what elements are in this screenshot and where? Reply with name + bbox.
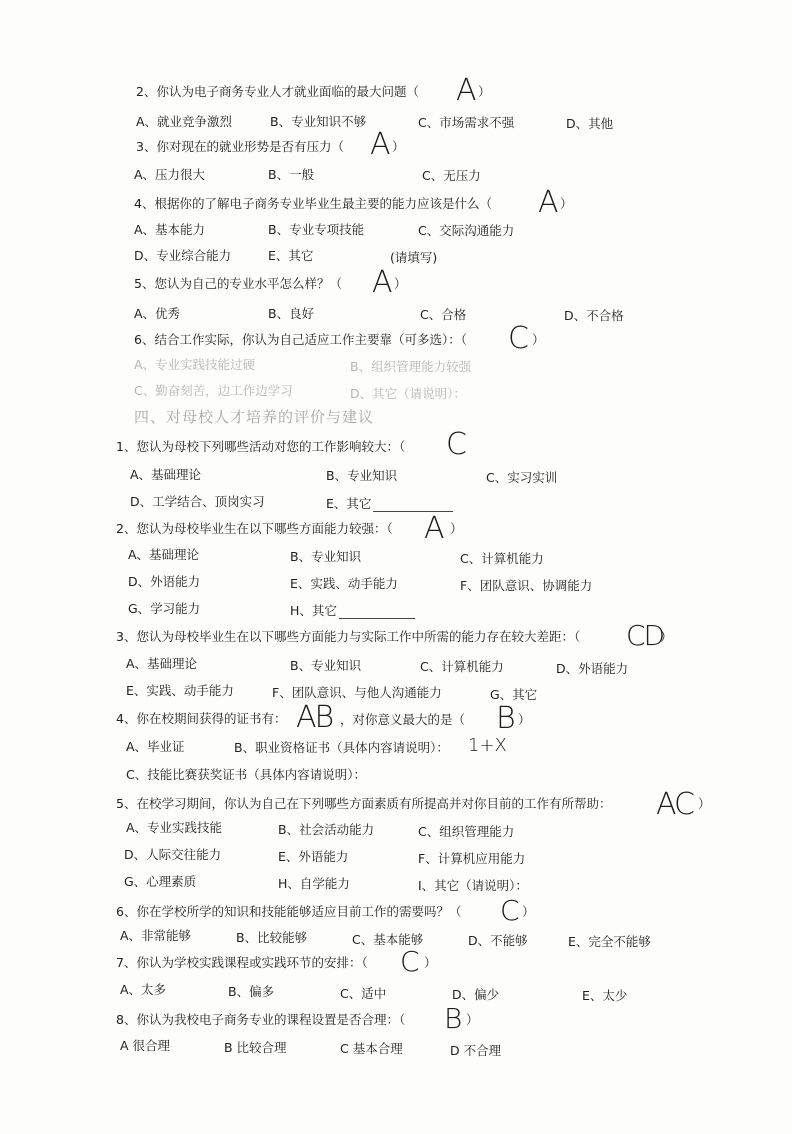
option: G、其它: [490, 687, 538, 702]
option: E、其它: [268, 248, 314, 263]
option: C、实习实训: [486, 470, 558, 485]
close-paren: ）: [424, 955, 437, 970]
close-paren: ）: [522, 904, 535, 919]
option: A、压力很大: [134, 167, 206, 182]
option: I、其它（请说明）：: [418, 878, 528, 893]
option: C、组织管理能力: [418, 824, 515, 839]
option: D、工学结合、顶岗实习: [130, 494, 265, 509]
question-text: 4、你在校期间获得的证书有：: [116, 711, 287, 726]
option: B、职业资格证书（具体内容请说明）：: [234, 740, 449, 755]
option: A、专业实践技能: [126, 820, 223, 835]
option: B 比较合理: [224, 1040, 287, 1055]
option: D、不合格: [564, 308, 624, 323]
question-text: 4、根据你的了解电子商务专业毕业生最主要的能力应该是什么（: [134, 196, 492, 211]
question-text: 8、你认为我校电子商务专业的课程设置是否合理：（: [116, 1012, 406, 1027]
question-text-middle: ，对你意义最大的是（: [340, 712, 466, 727]
option: H、其它: [290, 603, 415, 619]
option: D、不能够: [468, 933, 528, 948]
option: A、专业实践技能过硬: [134, 357, 256, 372]
option: C、计算机能力: [420, 659, 504, 674]
option: E、完全不能够: [568, 934, 651, 949]
option: D、外语能力: [128, 574, 201, 589]
question-text: 3、你对现在的就业形势是否有压力（: [136, 139, 344, 154]
close-paren: ）: [660, 629, 673, 644]
option: C、计算机能力: [460, 551, 544, 566]
option: F、计算机应用能力: [418, 851, 526, 866]
option: B、专业知识: [290, 549, 362, 564]
question-text: 5、在校学习期间，你认为自己在下列哪些方面素质有所提高并对你目前的工作有所帮助：: [116, 796, 612, 811]
option: D、偏少: [452, 987, 500, 1002]
handwritten-answer: B: [496, 701, 514, 736]
section-heading: 四、对母校人才培养的评价与建议: [134, 408, 375, 426]
option: G、心理素质: [124, 874, 197, 889]
option: D、人际交往能力: [124, 847, 222, 862]
handwritten-answer: C: [446, 427, 465, 462]
handwritten-answer: A: [372, 265, 391, 300]
option: A、基础理论: [126, 656, 198, 671]
handwritten-answer: C: [400, 945, 418, 978]
option: D、专业综合能力: [134, 248, 232, 263]
option: G、学习能力: [128, 601, 201, 616]
handwritten-answer: B: [444, 1002, 461, 1035]
option: A、太多: [120, 982, 167, 997]
option: B、组织管理能力较强: [350, 359, 472, 374]
option: C、市场需求不强: [418, 115, 515, 130]
question-text: 2、您认为母校毕业生在以下哪些方面能力较强：（: [116, 521, 393, 536]
option: E、其它: [326, 496, 453, 512]
option: C、适中: [340, 986, 387, 1001]
handwritten-note: 1+X: [468, 735, 507, 756]
option: E、外语能力: [278, 849, 349, 864]
option: A、基本能力: [134, 222, 206, 237]
option: D、外语能力: [556, 661, 629, 676]
option: C、交际沟通能力: [418, 223, 515, 238]
close-paren: ）: [450, 521, 463, 536]
option: H、自学能力: [278, 876, 350, 891]
handwritten-answer: AC: [656, 787, 693, 822]
option: B、一般: [268, 167, 315, 182]
option: A、毕业证: [126, 739, 185, 754]
handwritten-answer: CD: [626, 619, 664, 652]
option-note: (请填写): [390, 250, 438, 265]
handwritten-answer: A: [456, 73, 475, 108]
close-paren: ）: [394, 276, 407, 291]
option: C、无压力: [422, 168, 481, 183]
option: B、专业知识: [326, 468, 398, 483]
close-paren: ）: [392, 139, 405, 154]
close-paren: ）: [698, 796, 711, 811]
option: E、实践、动手能力: [126, 683, 234, 698]
option: B、专业知识: [290, 658, 362, 673]
close-paren: ）: [560, 196, 573, 211]
option: A、就业竞争激烈: [136, 114, 233, 129]
option: A、基础理论: [128, 547, 200, 562]
option: A、非常能够: [120, 928, 192, 943]
question-text: 5、您认为自己的专业水平怎么样？（: [134, 276, 342, 291]
close-paren: ）: [518, 712, 531, 727]
question-text: 1、您认为母校下列哪些活动对您的工作影响较大：（: [116, 439, 406, 454]
close-paren: ）: [532, 332, 545, 347]
option: B、专业知识不够: [270, 114, 367, 129]
handwritten-answer: A: [538, 185, 557, 220]
option: C、勤奋刻苦，边工作边学习: [134, 383, 293, 398]
handwritten-answer: AB: [296, 700, 333, 735]
close-paren: ）: [478, 84, 491, 99]
option: C、技能比赛获奖证书（具体内容请说明）：: [126, 767, 366, 782]
handwritten-answer: C: [508, 321, 527, 356]
option: B、良好: [268, 306, 315, 321]
question-text: 6、结合工作实际，你认为自己适应工作主要靠（可多选）：（: [134, 332, 467, 347]
option: A 很合理: [120, 1038, 171, 1053]
question-text: 6、你在学校所学的知识和技能能够适应目前工作的需要吗？（: [116, 904, 462, 919]
option: D 不合理: [450, 1043, 502, 1058]
option: B、偏多: [228, 984, 275, 999]
option: B、专业专项技能: [268, 222, 365, 237]
question-text: 3、您认为母校毕业生在以下哪些方面能力与实际工作中所需的能力存在较大差距：（: [116, 629, 581, 644]
handwritten-answer: C: [500, 894, 518, 927]
option: D、其它（请说明）：: [350, 386, 466, 401]
handwritten-answer: A: [370, 127, 389, 162]
option: E、太少: [582, 988, 628, 1003]
question-text: 2、你认为电子商务专业人才就业面临的最大问题（: [136, 84, 419, 99]
option: C、基本能够: [352, 932, 424, 947]
handwritten-answer: A: [424, 511, 443, 546]
option: B、比较能够: [236, 930, 308, 945]
option: F、团队意识、与他人沟通能力: [272, 685, 442, 700]
option: C、合格: [420, 307, 467, 322]
question-text: 7、你认为学校实践课程或实践环节的安排：（: [116, 955, 368, 970]
option: B、社会活动能力: [278, 822, 375, 837]
option: E、实践、动手能力: [290, 576, 398, 591]
option: A、基础理论: [130, 467, 202, 482]
fill-blank: [339, 606, 415, 619]
option: D、其他: [566, 116, 614, 131]
option: C 基本合理: [340, 1041, 403, 1056]
option: F、团队意识、协调能力: [460, 578, 593, 593]
close-paren: ）: [466, 1012, 479, 1027]
option: A、优秀: [134, 306, 181, 321]
